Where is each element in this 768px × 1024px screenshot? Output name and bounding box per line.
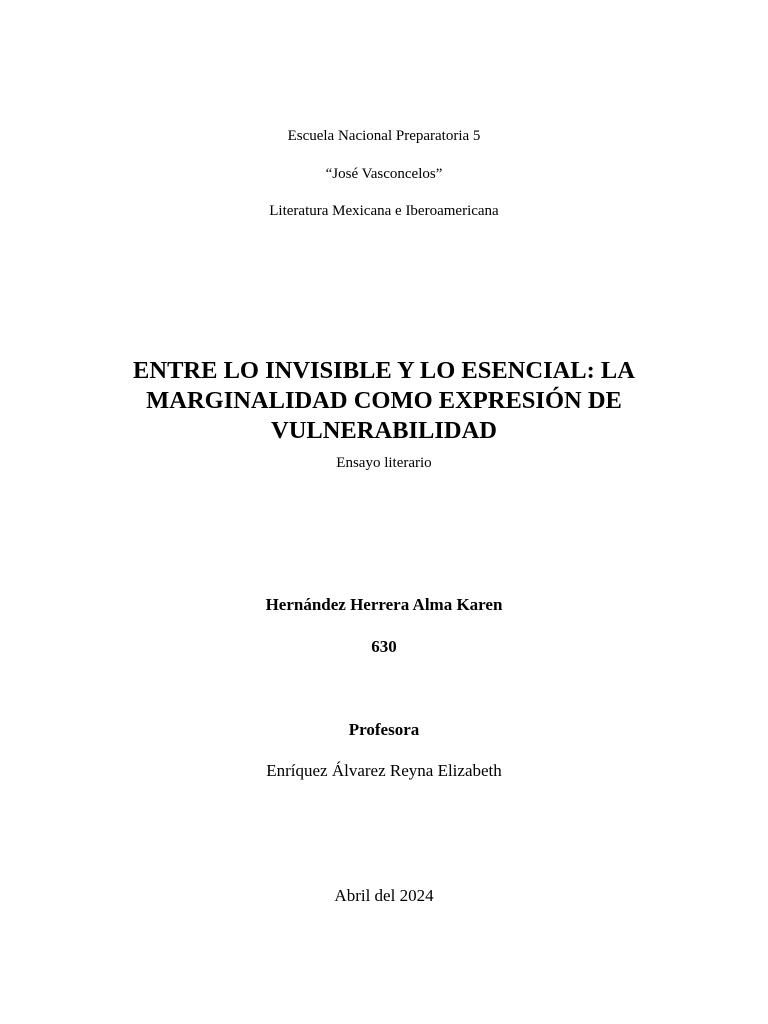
teacher-label: Profesora bbox=[348, 720, 420, 739]
essay-title-line-3: VULNERABILIDAD bbox=[271, 417, 497, 444]
essay-title-line-2: MARGINALIDAD COMO EXPRESIÓN DE bbox=[146, 387, 622, 414]
subject-name: Literatura Mexicana e Iberoamericana bbox=[269, 203, 499, 219]
author-name: Hernández Herrera Alma Karen bbox=[265, 595, 503, 614]
essay-subtitle: Ensayo literario bbox=[336, 455, 432, 471]
school-subtitle: “José Vasconcelos” bbox=[325, 166, 443, 182]
group-number: 630 bbox=[371, 637, 397, 656]
teacher-name: Enríquez Álvarez Reyna Elizabeth bbox=[266, 761, 502, 780]
school-name: Escuela Nacional Preparatoria 5 bbox=[287, 128, 481, 144]
essay-title bbox=[80, 356, 688, 446]
document-date: Abril del 2024 bbox=[334, 886, 434, 905]
essay-title-line-1: ENTRE LO INVISIBLE Y LO ESENCIAL: LA bbox=[133, 357, 635, 384]
